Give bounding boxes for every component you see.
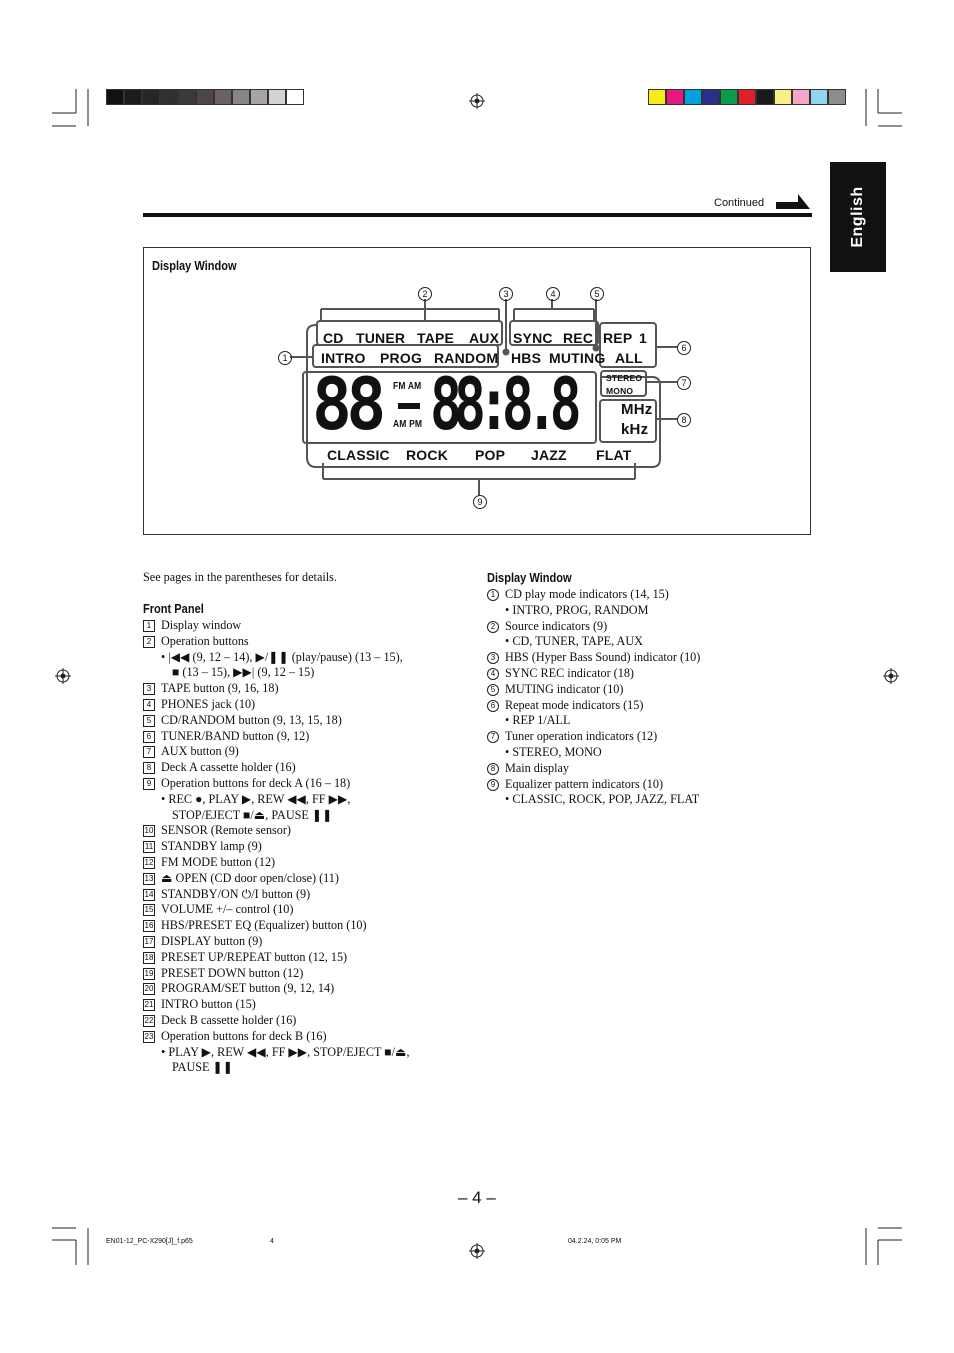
list-item <box>487 666 700 682</box>
lcd-tape: TAPE <box>417 330 455 346</box>
list-item <box>143 1060 410 1076</box>
item-text: Deck B cassette holder (16) <box>161 1012 297 1027</box>
item-text: STOP/EJECT ■/⏏, PAUSE ❚❚ <box>172 807 333 822</box>
item-number: 4 <box>143 699 155 711</box>
callout-3: 3 <box>499 287 513 301</box>
lcd-eq-rock: ROCK <box>406 447 449 463</box>
item-number: 14 <box>144 889 154 899</box>
item-text: ■ (13 – 15), ▶▶| (9, 12 – 15) <box>172 665 315 680</box>
calibration-swatch <box>792 89 810 105</box>
list-item <box>143 618 410 634</box>
item-number: 19 <box>144 968 154 978</box>
item-text: Display window <box>161 618 242 632</box>
item-number: 21 <box>144 1000 154 1010</box>
lcd-eq-flat: FLAT <box>596 447 632 463</box>
calibration-swatch <box>178 89 196 105</box>
calibration-swatch <box>286 89 304 105</box>
item-number: 12 <box>144 857 154 867</box>
list-item <box>487 713 700 729</box>
lcd-sync: SYNC <box>513 330 553 346</box>
list-item <box>143 713 410 729</box>
item-number: 10 <box>144 826 154 836</box>
list-item <box>143 792 410 808</box>
list-item <box>487 682 700 698</box>
lcd-muting: MUTING <box>549 350 606 366</box>
callout-9: 9 <box>473 495 487 509</box>
lcd-tuner: TUNER <box>356 330 406 346</box>
item-text: Equalizer pattern indicators (10) <box>505 776 664 791</box>
display-window-list <box>487 587 700 808</box>
list-item <box>143 997 410 1013</box>
lcd-digits-left: 88 <box>312 362 381 446</box>
list-item <box>143 650 410 666</box>
front-panel-heading: Front Panel <box>143 601 204 616</box>
list-item <box>487 761 700 777</box>
figure-title: Display Window <box>152 258 237 273</box>
item-text: • PLAY ▶, REW ◀◀, FF ▶▶, STOP/EJECT ■/⏏, <box>161 1044 410 1059</box>
list-item <box>143 1029 410 1045</box>
continued-arrow-icon <box>776 192 812 210</box>
list-item <box>487 729 700 745</box>
item-text: • REP 1/ALL <box>505 713 571 728</box>
item-number: 7 <box>143 746 155 758</box>
calibration-swatch <box>756 89 774 105</box>
item-text: INTRO button (15) <box>161 997 256 1012</box>
footer-page: 4 <box>270 1238 274 1245</box>
item-number: 13 <box>144 873 154 883</box>
list-item <box>487 745 700 761</box>
item-text: DISPLAY button (9) <box>161 933 263 948</box>
list-item <box>487 634 700 650</box>
item-text: Operation buttons for deck B (16) <box>161 1028 327 1043</box>
item-text: Operation buttons for deck A (16 – 18) <box>161 775 351 790</box>
calibration-swatch <box>720 89 738 105</box>
calibration-swatch <box>684 89 702 105</box>
item-number: 18 <box>144 952 154 962</box>
item-number: 5 <box>487 684 499 696</box>
calibration-swatch <box>666 89 684 105</box>
item-number: 9 <box>143 778 155 790</box>
item-text: HBS (Hyper Bass Sound) indicator (10) <box>505 650 701 665</box>
list-item <box>143 729 410 745</box>
item-number: 3 <box>143 683 155 695</box>
item-number: 8 <box>487 763 499 775</box>
list-item <box>143 934 410 950</box>
lcd-random: RANDOM <box>434 350 499 366</box>
lcd-mono: MONO <box>606 386 634 396</box>
list-item <box>143 855 410 871</box>
lcd-aux: AUX <box>469 330 500 346</box>
callout-5: 5 <box>590 287 604 301</box>
calibration-swatch <box>232 89 250 105</box>
callout-7: 7 <box>677 376 691 390</box>
item-text: Repeat mode indicators (15) <box>505 697 644 712</box>
calibration-swatch <box>196 89 214 105</box>
display-window-heading: Display Window <box>487 570 572 585</box>
item-text: Main display <box>505 760 569 775</box>
item-text: CD play mode indicators (14, 15) <box>505 587 669 601</box>
calibration-swatch <box>810 89 828 105</box>
calibration-swatch <box>738 89 756 105</box>
list-item <box>487 603 700 619</box>
item-number: 23 <box>144 1031 154 1041</box>
list-item <box>143 744 410 760</box>
footer-file: EN01-12_PC-X290[J]_f.p65 <box>106 1238 193 1245</box>
item-text: STANDBY lamp (9) <box>161 839 262 854</box>
lcd-rep-1: 1 <box>639 330 647 346</box>
item-text: ⏏ OPEN (CD door open/close) (11) <box>161 870 339 885</box>
lcd-khz: kHz <box>621 421 649 438</box>
list-item <box>143 981 410 997</box>
calibration-swatch <box>648 89 666 105</box>
item-text: FM MODE button (12) <box>161 854 276 869</box>
item-number: 6 <box>143 731 155 743</box>
item-number: 2 <box>487 621 499 633</box>
list-item <box>143 634 410 650</box>
continued-label: Continued <box>714 197 765 209</box>
list-item <box>143 918 410 934</box>
item-number: 11 <box>144 842 154 852</box>
list-item <box>487 698 700 714</box>
front-panel-list <box>143 618 410 1076</box>
item-text: VOLUME +/– control (10) <box>161 902 294 917</box>
callout-4: 4 <box>546 287 560 301</box>
calibration-swatch <box>214 89 232 105</box>
list-item <box>143 1013 410 1029</box>
item-text: TUNER/BAND button (9, 12) <box>161 728 310 743</box>
lcd-stereo: STEREO <box>606 373 643 383</box>
item-text: STANDBY/ON ⏻/I button (9) <box>161 886 311 901</box>
item-number: 22 <box>144 1015 154 1025</box>
list-item <box>143 966 410 982</box>
item-number: 6 <box>487 700 499 712</box>
item-text: PAUSE ❚❚ <box>172 1060 233 1075</box>
list-item <box>143 902 410 918</box>
lcd-rep: REP <box>603 330 633 346</box>
callout-2: 2 <box>418 287 432 301</box>
gray-calibration-bar <box>106 89 304 105</box>
lcd-cd: CD <box>323 330 344 346</box>
item-number: 1 <box>487 589 499 601</box>
callout-1: 1 <box>278 351 292 365</box>
list-item <box>143 950 410 966</box>
language-tab: English <box>830 162 886 272</box>
item-number: 9 <box>487 779 499 791</box>
item-text: Operation buttons <box>161 633 249 648</box>
list-item <box>487 587 700 603</box>
list-item <box>487 777 700 793</box>
item-number: 16 <box>144 921 154 931</box>
item-number: 8 <box>143 762 155 774</box>
item-number: 4 <box>487 668 499 680</box>
calibration-swatch <box>124 89 142 105</box>
calibration-swatch <box>774 89 792 105</box>
item-number: 2 <box>143 636 155 648</box>
list-item <box>143 808 410 824</box>
list-item <box>143 1045 410 1061</box>
list-item <box>143 681 410 697</box>
item-text: • CD, TUNER, TAPE, AUX <box>505 634 643 649</box>
item-text: • REC ●, PLAY ▶, REW ◀◀, FF ▶▶, <box>161 791 351 806</box>
item-number: 17 <box>144 936 154 946</box>
item-text: Tuner operation indicators (12) <box>505 729 658 744</box>
callout-6: 6 <box>677 341 691 355</box>
item-text: PHONES jack (10) <box>161 696 256 711</box>
intro-text: See pages in the parentheses for details. <box>143 570 337 584</box>
lcd-mhz: MHz <box>621 401 653 418</box>
item-text: SYNC REC indicator (18) <box>505 665 634 680</box>
lcd-digits-right: 88:8.8 <box>430 362 574 446</box>
list-item <box>487 650 700 666</box>
item-text: PRESET DOWN button (12) <box>161 965 304 980</box>
list-item <box>143 760 410 776</box>
lcd-eq-pop: POP <box>475 447 506 463</box>
list-item <box>487 792 700 808</box>
item-number: 5 <box>143 715 155 727</box>
lcd-intro: INTRO <box>321 350 366 366</box>
item-text: SENSOR (Remote sensor) <box>161 823 291 838</box>
lcd-hbs: HBS <box>511 350 542 366</box>
list-item <box>143 887 410 903</box>
lcd-fm-am: FM AM <box>393 381 422 392</box>
lcd-eq-jazz: JAZZ <box>531 447 567 463</box>
lcd-am-pm: AM PM <box>393 419 423 430</box>
item-number: 3 <box>487 652 499 664</box>
header-rule <box>143 213 812 217</box>
list-item <box>143 823 410 839</box>
item-text: PRESET UP/REPEAT button (12, 15) <box>161 949 348 964</box>
list-item <box>143 665 410 681</box>
lcd-all: ALL <box>615 350 643 366</box>
list-item <box>143 776 410 792</box>
calibration-swatch <box>106 89 124 105</box>
item-number: 15 <box>144 905 154 915</box>
list-item <box>143 871 410 887</box>
item-text: • STEREO, MONO <box>505 744 602 759</box>
item-text: • |◀◀ (9, 12 – 14), ▶/❚❚ (play/pause) (13 – 15), <box>161 649 403 664</box>
item-text: Deck A cassette holder (16) <box>161 760 296 775</box>
color-calibration-bar <box>648 89 846 105</box>
item-text: MUTING indicator (10) <box>505 681 624 696</box>
calibration-swatch <box>702 89 720 105</box>
item-text: • INTRO, PROG, RANDOM <box>505 602 649 617</box>
item-number: 1 <box>143 620 155 632</box>
footer-date: 04.2.24, 0:05 PM <box>568 1238 622 1245</box>
list-item <box>143 839 410 855</box>
item-number: 20 <box>144 984 154 994</box>
item-number: 7 <box>487 731 499 743</box>
list-item <box>143 697 410 713</box>
calibration-swatch <box>828 89 846 105</box>
item-text: PROGRAM/SET button (9, 12, 14) <box>161 981 335 996</box>
calibration-swatch <box>250 89 268 105</box>
item-text: HBS/PRESET EQ (Equalizer) button (10) <box>161 918 367 933</box>
item-text: CD/RANDOM button (9, 13, 15, 18) <box>161 712 342 727</box>
calibration-swatch <box>268 89 286 105</box>
item-text: • CLASSIC, ROCK, POP, JAZZ, FLAT <box>505 792 700 807</box>
item-text: Source indicators (9) <box>505 618 608 633</box>
lcd-eq-classic: CLASSIC <box>327 447 390 463</box>
item-text: AUX button (9) <box>161 744 239 759</box>
lcd-rec: REC <box>563 330 594 346</box>
callout-8: 8 <box>677 413 691 427</box>
list-item <box>487 619 700 635</box>
page-number: – 4 – <box>458 1188 496 1207</box>
lcd-prog: PROG <box>380 350 423 366</box>
calibration-swatch <box>142 89 160 105</box>
item-text: TAPE button (9, 16, 18) <box>161 681 279 696</box>
calibration-swatch <box>160 89 178 105</box>
